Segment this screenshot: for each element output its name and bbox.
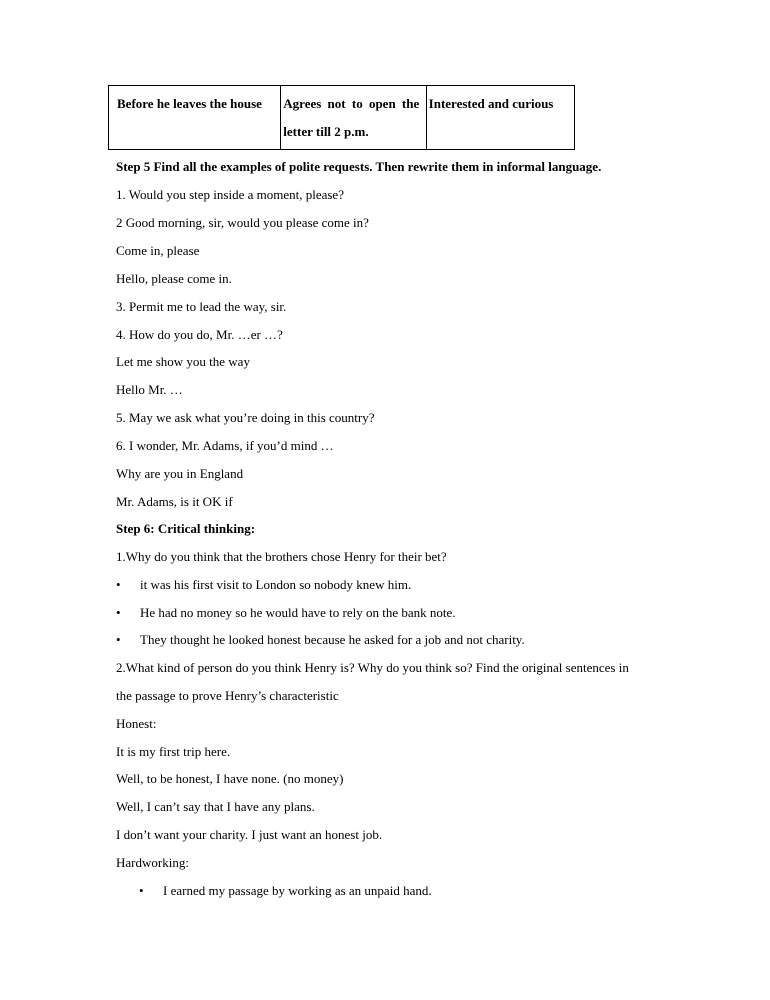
table-cell-text: Before he leaves the house xyxy=(117,96,262,111)
table-cell-feeling xyxy=(427,86,574,149)
honest-quote: Well, to be honest, I have none. (no money) xyxy=(116,771,344,786)
step5-line: Why are you in England xyxy=(116,466,244,481)
table-cell-action xyxy=(281,86,426,149)
table-cell-time xyxy=(109,86,281,149)
step5-line: Mr. Adams, is it OK if xyxy=(116,494,233,509)
table-cell-text: Interested and curious xyxy=(428,96,554,111)
step5-line: 6. I wonder, Mr. Adams, if you’d mind … xyxy=(116,438,334,453)
step5-line: Hello, please come in. xyxy=(116,271,232,286)
question-2-line: 2.What kind of person do you think Henry is? Why do you think so? Find the original sentences in xyxy=(116,660,629,675)
hardworking-label: Hardworking: xyxy=(116,855,189,870)
answer-bullet-text: it was his first visit to London so nobody knew him. xyxy=(140,577,412,592)
table-cell-line: letter till 2 p.m. xyxy=(283,124,369,139)
question-2-line: the passage to prove Henry’s characteristic xyxy=(116,688,339,703)
bullet-icon: • xyxy=(116,632,121,647)
honest-quote: Well, I can’t say that I have any plans. xyxy=(116,799,315,814)
bullet-icon: • xyxy=(116,577,121,592)
step5-line: 4. How do you do, Mr. …er …? xyxy=(116,327,283,342)
hardworking-quote: I earned my passage by working as an unpaid hand. xyxy=(163,883,432,898)
step5-line: 2 Good morning, sir, would you please come in? xyxy=(116,215,369,230)
table-cell-line: Agrees not to open the xyxy=(283,96,420,111)
summary-table-row xyxy=(108,85,575,150)
honest-label: Honest: xyxy=(116,716,157,731)
step5-line: Let me show you the way xyxy=(116,354,250,369)
answer-bullet-text: He had no money so he would have to rely on the bank note. xyxy=(140,605,456,620)
step5-heading: Step 5 Find all the examples of polite requests. Then rewrite them in informal language. xyxy=(116,159,602,174)
step5-line: 1. Would you step inside a moment, please? xyxy=(116,187,344,202)
question-1: 1.Why do you think that the brothers chose Henry for their bet? xyxy=(116,549,447,564)
bullet-icon: • xyxy=(139,883,144,898)
honest-quote: It is my first trip here. xyxy=(116,744,231,759)
honest-quote: I don’t want your charity. I just want an honest job. xyxy=(116,827,383,842)
step5-line: 3. Permit me to lead the way, sir. xyxy=(116,299,287,314)
step5-line: Hello Mr. … xyxy=(116,382,183,397)
step6-heading: Step 6: Critical thinking: xyxy=(116,521,256,536)
bullet-icon: • xyxy=(116,605,121,620)
step5-line: Come in, please xyxy=(116,243,200,258)
step5-line: 5. May we ask what you’re doing in this country? xyxy=(116,410,375,425)
answer-bullet-text: They thought he looked honest because he asked for a job and not charity. xyxy=(140,632,525,647)
